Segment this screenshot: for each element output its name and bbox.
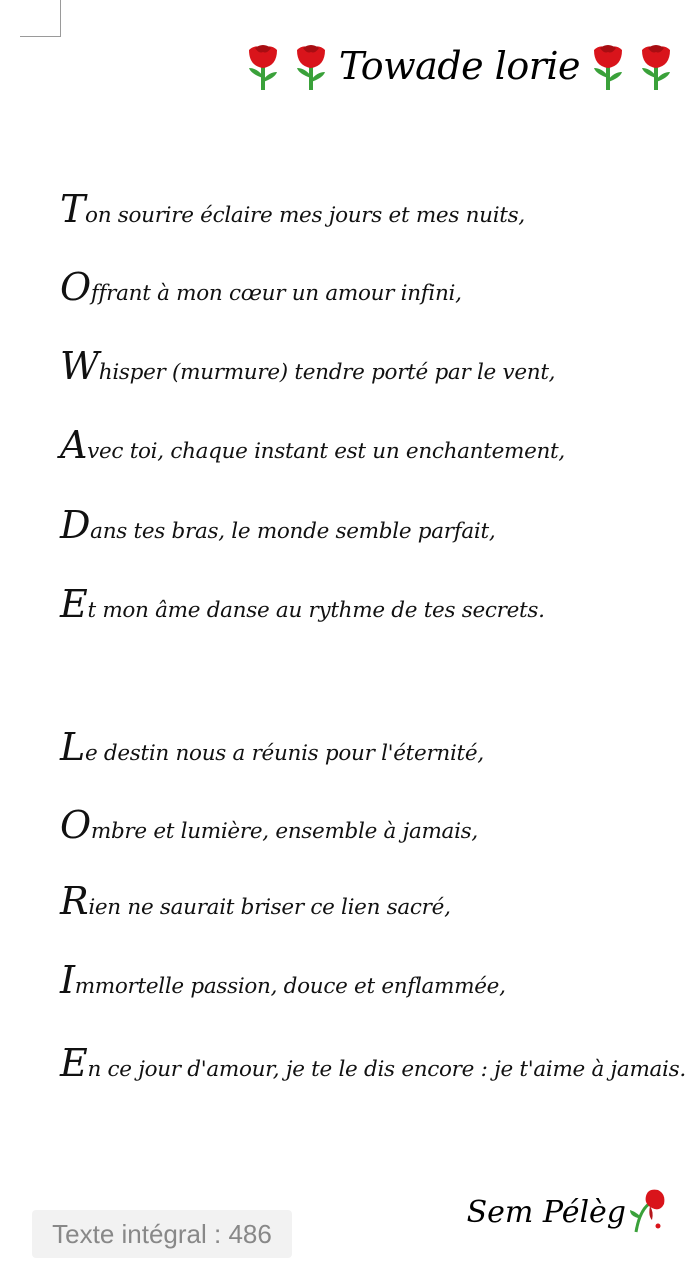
poem-line: Offrant à mon cœur un amour infini,	[60, 265, 462, 309]
poem-line: Ton sourire éclaire mes jours et mes nuits,	[60, 187, 525, 231]
title-text: Towade lorie	[338, 44, 580, 88]
wilted-rose-icon	[628, 1188, 668, 1236]
poem-line: Whisper (murmure) tendre porté par le vent,	[60, 344, 556, 388]
poem-line: Immortelle passion, douce et enflammée,	[60, 958, 506, 1002]
full-text-count-label: Texte intégral : 486	[52, 1218, 272, 1249]
rose-icon	[634, 40, 678, 92]
poem-line: Et mon âme danse au rythme de tes secrets.	[60, 582, 545, 626]
poem-line: Dans tes bras, le monde semble parfait,	[60, 503, 496, 547]
poem-line: Ombre et lumière, ensemble à jamais,	[60, 803, 478, 847]
poem-title	[241, 38, 678, 94]
rose-icon	[289, 40, 333, 92]
rose-icon	[241, 40, 285, 92]
poem-line: Rien ne saurait briser ce lien sacré,	[60, 879, 451, 923]
poem-line: Avec toi, chaque instant est un enchantement,	[60, 423, 565, 467]
signature	[467, 1186, 668, 1238]
page-corner-mark	[20, 0, 61, 37]
poem-line: Le destin nous a réunis pour l'éternité,	[60, 725, 484, 769]
signature-text: Sem Pélèg	[466, 1194, 626, 1230]
rose-icon	[586, 40, 630, 92]
full-text-count-badge[interactable]	[32, 1210, 292, 1258]
poem-line: En ce jour d'amour, je te le dis encore : je t'aime à jamais.	[60, 1041, 686, 1085]
